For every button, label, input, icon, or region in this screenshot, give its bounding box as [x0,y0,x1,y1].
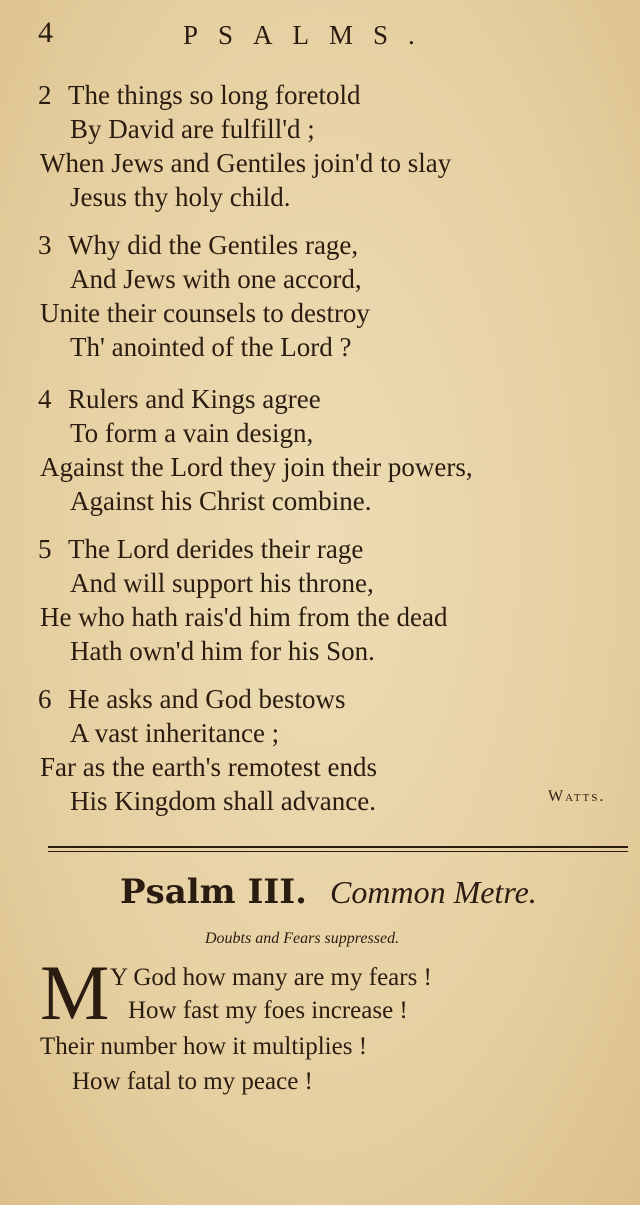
stanza-number: 5 [38,534,52,564]
verse-line: By David are fulfill'd ; [70,114,315,144]
verse-line: To form a vain design, [70,418,314,448]
stanza-number: 2 [38,80,52,110]
psalm-subtitle: Doubts and Fears suppressed. [205,930,400,947]
stanza-number: 6 [38,684,52,714]
verse-line: When Jews and Gentiles join'd to slay [40,148,452,178]
verse-line: Why did the Gentiles rage, [68,230,359,260]
author-attribution: Watts. [548,788,606,805]
verse-line: How fast my foes increase ! [128,997,408,1024]
verse-line: The things so long foretold [68,80,361,110]
verse-line: Their number how it multiplies ! [40,1033,368,1060]
verse-line: And will support his throne, [70,568,374,598]
verse-line: His Kingdom shall advance. [70,786,376,816]
verse-line: And Jews with one accord, [70,264,362,294]
verse-line: Jesus thy holy child. [70,182,291,212]
verse-line: A vast inheritance ; [70,718,280,748]
verse-line: Rulers and Kings agree [68,384,321,414]
verse-line: Th' anointed of the Lord ? [70,332,352,362]
verse-line: Far as the earth's remotest ends [40,752,378,782]
psalm-title: Psalm III. [120,872,308,912]
verse-line: He asks and God bestows [68,684,346,714]
page-header [0,14,640,54]
verse-line: Hath own'd him for his Son. [70,636,375,666]
psalm-metre: Common Metre. [330,874,537,910]
verse-line: Unite their counsels to destroy [40,298,370,328]
section-divider-thin [48,851,628,852]
verse-line: How fatal to my peace ! [72,1068,313,1095]
verse-line: The Lord derides their rage [68,534,364,564]
page-number: 4 [38,16,53,49]
stanza-number: 3 [38,230,52,260]
verse-line: Against his Christ combine. [70,486,372,516]
verse-line: He who hath rais'd him from the dead [40,602,448,632]
section-divider [48,846,628,848]
drop-cap: M [40,949,110,1036]
running-title: PSALMS. [183,20,435,50]
stanza-number: 4 [38,384,52,414]
verse-line: Against the Lord they join their powers, [40,452,473,482]
verse-line: Y God how many are my fears ! [110,964,432,991]
